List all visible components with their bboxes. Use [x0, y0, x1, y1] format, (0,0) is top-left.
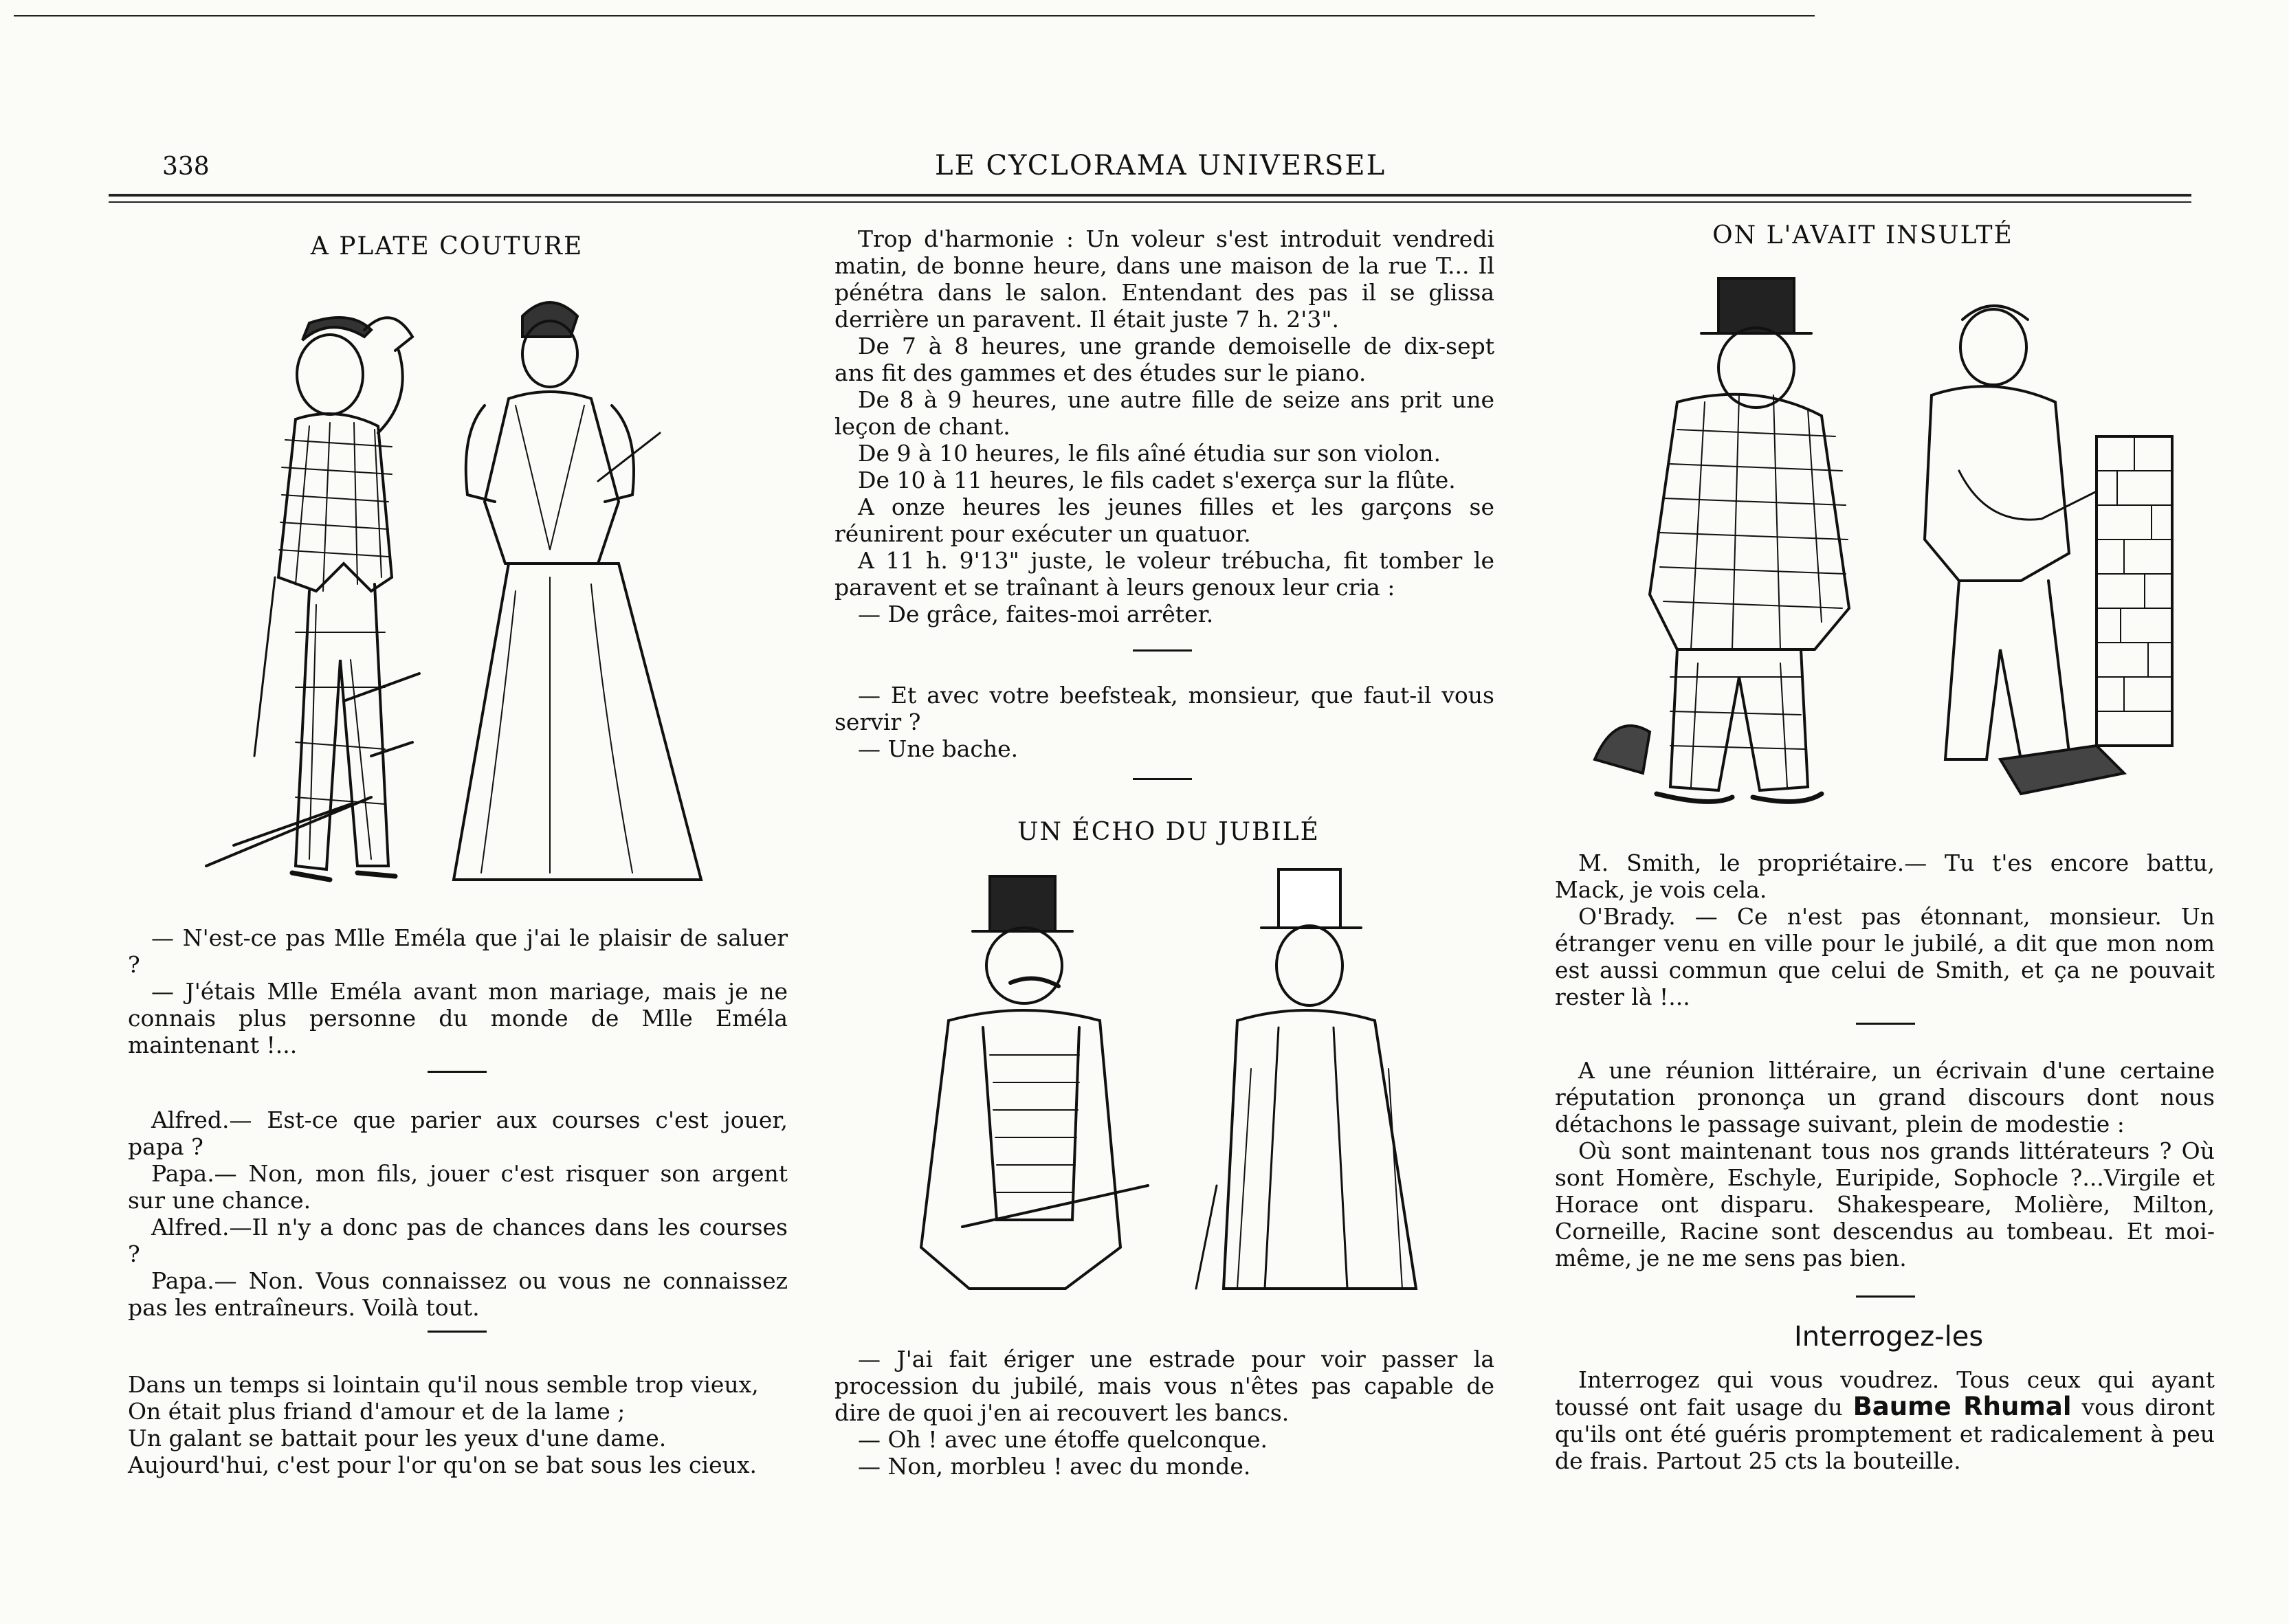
- ad-body: [1555, 1366, 2215, 1474]
- dialog-line: Alfred.— Est-ce que parier aux courses c'est jouer, papa ?: [128, 1106, 788, 1160]
- ad-title: Interrogez-les: [1794, 1321, 1984, 1353]
- dialog-plate-couture: [128, 924, 788, 1058]
- story-harmonie: [834, 225, 1494, 627]
- dialog-line: — N'est-ce pas Mlle Eméla que j'ai le plaisir de saluer ?: [128, 924, 788, 978]
- dialog-smith: [1555, 849, 2215, 1010]
- poem-line: Un galant se battait pour les yeux d'une dame.: [128, 1425, 667, 1451]
- landlord-and-worker-illustration: [1574, 265, 2179, 828]
- dialog-line: Alfred.—Il n'y a donc pas de chances dans les courses ?: [128, 1214, 788, 1267]
- poem-line: On était plus friand d'amour et de la lame ;: [128, 1398, 626, 1425]
- story-paragraph: Trop d'harmonie : Un voleur s'est introduit vendredi matin, de bonne heure, dans une maison de la rue T... Il pénétra dans le salon. Entendant des pas il se glissa derrière un paravent. Il était juste 7 h. 2'3".: [834, 225, 1494, 333]
- story-paragraph: A une réunion littéraire, un écrivain d'une certaine réputation prononça un grand discours dont nous détachons le passage suivant, plein de modestie :: [1555, 1057, 2215, 1137]
- page-number: 338: [162, 153, 210, 181]
- dialog-line: M. Smith, le propriétaire.— Tu t'es encore battu, Mack, je vois cela.: [1555, 849, 2215, 903]
- ad-brand-name: Baume Rhumal: [1853, 1392, 2072, 1421]
- dialog-beefsteak: [834, 682, 1494, 762]
- poem-line: Dans un temps si lointain qu'il nous semble trop vieux,: [128, 1371, 759, 1398]
- dialog-line: Papa.— Non. Vous connaissez ou vous ne connaissez pas les entraîneurs. Voilà tout.: [128, 1267, 788, 1321]
- ad-text: [1555, 1366, 2215, 1474]
- poem: [128, 1371, 801, 1478]
- dialog-line: Papa.— Non, mon fils, jouer c'est risquer son argent sur une chance.: [128, 1160, 788, 1214]
- dialog-line: — J'étais Mlle Eméla avant mon mariage, mais je ne connais plus personne du monde de Mlle Eméla maintenant !...: [128, 978, 788, 1058]
- title-avait-insulte: ON L'AVAIT INSULTÉ: [1712, 221, 2013, 249]
- header-rule-thick: [109, 194, 2191, 197]
- dialog-jubile: [834, 1346, 1494, 1480]
- section-separator: [1856, 1295, 1915, 1298]
- two-gentlemen-top-hats-illustration: [894, 863, 1499, 1309]
- journal-title: LE CYCLORAMA UNIVERSEL: [935, 150, 1386, 181]
- couple-greeting-illustration: [192, 275, 729, 907]
- story-paragraph: De 8 à 9 heures, une autre fille de seize ans prit une leçon de chant.: [834, 386, 1494, 440]
- ad-text-after: vous diront qu'ils ont été guéris promptement et radicalement à peu de frais. Partout 25 cts la bouteille.: [1555, 1394, 2215, 1474]
- story-paragraph: Où sont maintenant tous nos grands littérateurs ? Où sont Homère, Eschyle, Euripide, Sophocle ?...Virgile et Horace ont disparu. Shakespeare, Molière, Milton, Corneille, Racine sont descendus au tombeau. Et moi-même, je ne me sens pas bien.: [1555, 1137, 2215, 1271]
- story-paragraph: De 7 à 8 heures, une grande demoiselle de dix-sept ans fit des gammes et des études sur le piano.: [834, 333, 1494, 386]
- dialog-line: — Non, morbleu ! avec du monde.: [858, 1453, 1251, 1480]
- header-rule-thin: [109, 201, 2191, 203]
- story-reunion: [1555, 1057, 2215, 1271]
- story-paragraph: De 9 à 10 heures, le fils aîné étudia sur son violon.: [858, 440, 1441, 467]
- story-paragraph: A 11 h. 9'13" juste, le voleur trébucha, fit tomber le paravent et se traînant à leurs genoux leur cria :: [834, 547, 1494, 601]
- poem-line: Aujourd'hui, c'est pour l'or qu'on se bat sous les cieux.: [128, 1451, 757, 1478]
- section-separator: [428, 1071, 487, 1073]
- dialog-line: — Oh ! avec une étoffe quelconque.: [858, 1426, 1268, 1453]
- story-paragraph: De 10 à 11 heures, le fils cadet s'exerça sur la flûte.: [858, 467, 1456, 493]
- section-separator: [1133, 778, 1192, 780]
- dialog-line: O'Brady. — Ce n'est pas étonnant, monsieur. Un étranger venu en ville pour le jubilé, a dit que mon nom est aussi commun que celui de Smith, et ça ne pouvait rester là !...: [1555, 903, 2215, 1010]
- section-separator: [1133, 649, 1192, 652]
- dialog-courses: [128, 1106, 788, 1321]
- dialog-line: — Et avec votre beefsteak, monsieur, que faut-il vous servir ?: [834, 682, 1494, 735]
- section-separator: [1856, 1023, 1915, 1025]
- title-plate-couture: A PLATE COUTURE: [310, 232, 584, 260]
- section-separator: [428, 1331, 487, 1333]
- dialog-line: — Une bache.: [858, 735, 1019, 762]
- story-paragraph: A onze heures les jeunes filles et les garçons se réunirent pour exécuter un quatuor.: [834, 493, 1494, 547]
- page-top-rule: [14, 15, 1815, 16]
- story-paragraph: — De grâce, faites-moi arrêter.: [858, 601, 1214, 627]
- ad-text-before: Interrogez qui vous voudrez. Tous ceux qui ayant toussé ont fait usage du: [1555, 1366, 2215, 1421]
- title-echo-jubile: UN ÉCHO DU JUBILÉ: [1017, 818, 1320, 846]
- dialog-line: — J'ai fait ériger une estrade pour voir passer la procession du jubilé, mais vous n'êtes pas capable de dire de quoi j'en ai recouvert les bancs.: [834, 1346, 1494, 1426]
